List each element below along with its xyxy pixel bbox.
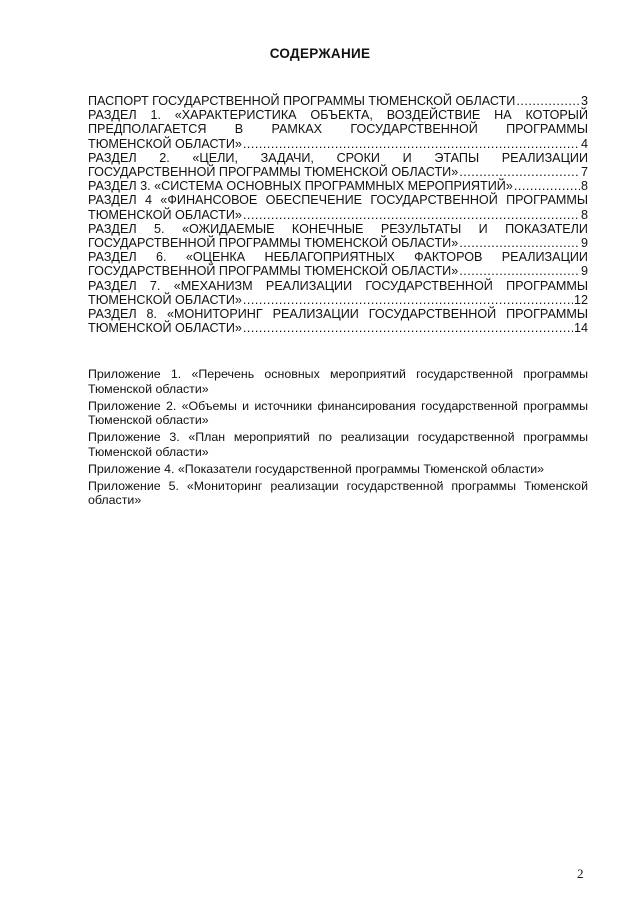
toc-entry-title: РАЗДЕЛ 6. «ОЦЕНКА НЕБЛАГОПРИЯТНЫХ ФАКТОРОВ РЕАЛИЗАЦИИ xyxy=(88,250,588,265)
toc-leader-line xyxy=(88,179,588,193)
toc-dot-leader xyxy=(459,165,580,179)
toc-entry-title: РАЗДЕЛ 5. «ОЖИДАЕМЫЕ КОНЕЧНЫЕ РЕЗУЛЬТАТЫ И ПОКАЗАТЕЛИ xyxy=(88,221,588,236)
toc-page-number: 8 xyxy=(580,179,588,194)
toc-dot-leader xyxy=(243,208,580,222)
toc-entry-title-end: ТЮМЕНСКОЙ ОБЛАСТИ» xyxy=(88,136,242,151)
toc-dot-leader xyxy=(243,321,573,335)
toc-leader-line xyxy=(88,208,588,222)
toc-entry-title: ПАСПОРТ ГОСУДАРСТВЕННОЙ ПРОГРАММЫ ТЮМЕНСКОЙ ОБЛАСТИ xyxy=(88,94,516,108)
appendix-item-3[interactable]: Приложение 3. «План мероприятий по реализации государственной программы Тюменской области» xyxy=(88,430,588,459)
toc-leader-line xyxy=(88,236,588,250)
appendix-item-2[interactable]: Приложение 2. «Объемы и источники финансирования государственной программы Тюменской области» xyxy=(88,398,588,428)
toc-entry-title-end: ТЮМЕНСКОЙ ОБЛАСТИ» xyxy=(88,207,242,222)
toc-entry-title-end: ГОСУДАРСТВЕННОЙ ПРОГРАММЫ ТЮМЕНСКОЙ ОБЛАСТИ» xyxy=(88,165,459,180)
toc-entry-title: РАЗДЕЛ 8. «МОНИТОРИНГ РЕАЛИЗАЦИИ ГОСУДАРСТВЕННОЙ ПРОГРАММЫ xyxy=(88,307,588,322)
table-of-contents xyxy=(88,94,588,335)
toc-dot-leader xyxy=(243,293,573,307)
toc-leader-line xyxy=(88,321,588,335)
appendix-item-1[interactable]: Приложение 1. «Перечень основных мероприятий государственной программы Тюменской области» xyxy=(88,367,588,396)
toc-entry-title: РАЗДЕЛ 2. «ЦЕЛИ, ЗАДАЧИ, СРОКИ И ЭТАПЫ РЕАЛИЗАЦИИ xyxy=(88,150,588,165)
toc-entry-section-2[interactable] xyxy=(88,151,588,179)
toc-dot-leader xyxy=(516,94,580,108)
toc-entry-section-1[interactable] xyxy=(88,108,588,151)
appendix-item-5[interactable]: Приложение 5. «Мониторинг реализации государственной программы Тюменской области» xyxy=(88,478,588,508)
toc-page-number: 9 xyxy=(580,264,588,279)
toc-page-number: 4 xyxy=(580,136,588,151)
toc-page-number: 14 xyxy=(573,321,588,336)
toc-entry-section-8[interactable] xyxy=(88,307,588,335)
toc-dot-leader xyxy=(459,236,580,250)
toc-page-number: 3 xyxy=(580,94,588,108)
toc-entry-section-5[interactable] xyxy=(88,222,588,250)
toc-page-number: 9 xyxy=(580,236,588,251)
toc-entry-section-7[interactable] xyxy=(88,279,588,307)
toc-entry-title: РАЗДЕЛ 4 «ФИНАНСОВОЕ ОБЕСПЕЧЕНИЕ ГОСУДАРСТВЕННОЙ ПРОГРАММЫ xyxy=(88,193,588,208)
toc-leader-line xyxy=(88,165,588,179)
page-number: 2 xyxy=(577,866,584,881)
toc-entry-passport[interactable] xyxy=(88,94,588,108)
toc-entry-title: РАЗДЕЛ 7. «МЕХАНИЗМ РЕАЛИЗАЦИИ ГОСУДАРСТВЕННОЙ ПРОГРАММЫ xyxy=(88,278,588,293)
toc-page-number: 12 xyxy=(573,292,588,307)
toc-entry-title-end: ГОСУДАРСТВЕННОЙ ПРОГРАММЫ ТЮМЕНСКОЙ ОБЛАСТИ» xyxy=(88,264,459,279)
toc-dot-leader xyxy=(459,264,580,278)
toc-entry-title-end: ТЮМЕНСКОЙ ОБЛАСТИ» xyxy=(88,321,242,336)
toc-entry-section-3[interactable] xyxy=(88,179,588,193)
toc-entry-section-6[interactable] xyxy=(88,250,588,278)
toc-leader-line xyxy=(88,293,588,307)
toc-page-number: 7 xyxy=(580,165,588,180)
page-title: СОДЕРЖАНИЕ xyxy=(269,46,371,61)
toc-dot-leader xyxy=(243,137,580,151)
toc-leader-line xyxy=(88,94,588,108)
toc-dot-leader xyxy=(514,179,580,193)
toc-page-number: 8 xyxy=(580,207,588,222)
toc-entry-section-4[interactable] xyxy=(88,193,588,221)
appendix-list xyxy=(88,367,588,510)
toc-entry-title-end: ТЮМЕНСКОЙ ОБЛАСТИ» xyxy=(88,292,242,307)
toc-leader-line xyxy=(88,264,588,278)
toc-leader-line xyxy=(88,137,588,151)
toc-entry-title-end: ГОСУДАРСТВЕННОЙ ПРОГРАММЫ ТЮМЕНСКОЙ ОБЛАСТИ» xyxy=(88,236,459,251)
appendix-item-4[interactable]: Приложение 4. «Показатели государственной программы Тюменской области» xyxy=(88,461,545,476)
toc-entry-title: РАЗДЕЛ 3. «СИСТЕМА ОСНОВНЫХ ПРОГРАММНЫХ МЕРОПРИЯТИЙ» xyxy=(88,179,513,194)
toc-entry-title: РАЗДЕЛ 1. «ХАРАКТЕРИСТИКА ОБЪЕКТА, ВОЗДЕЙСТВИЕ НА КОТОРЫЙ ПРЕДПОЛАГАЕТСЯ В РАМКАХ ГОСУДАРСТВЕННОЙ ПРОГРАММЫ xyxy=(88,108,588,137)
